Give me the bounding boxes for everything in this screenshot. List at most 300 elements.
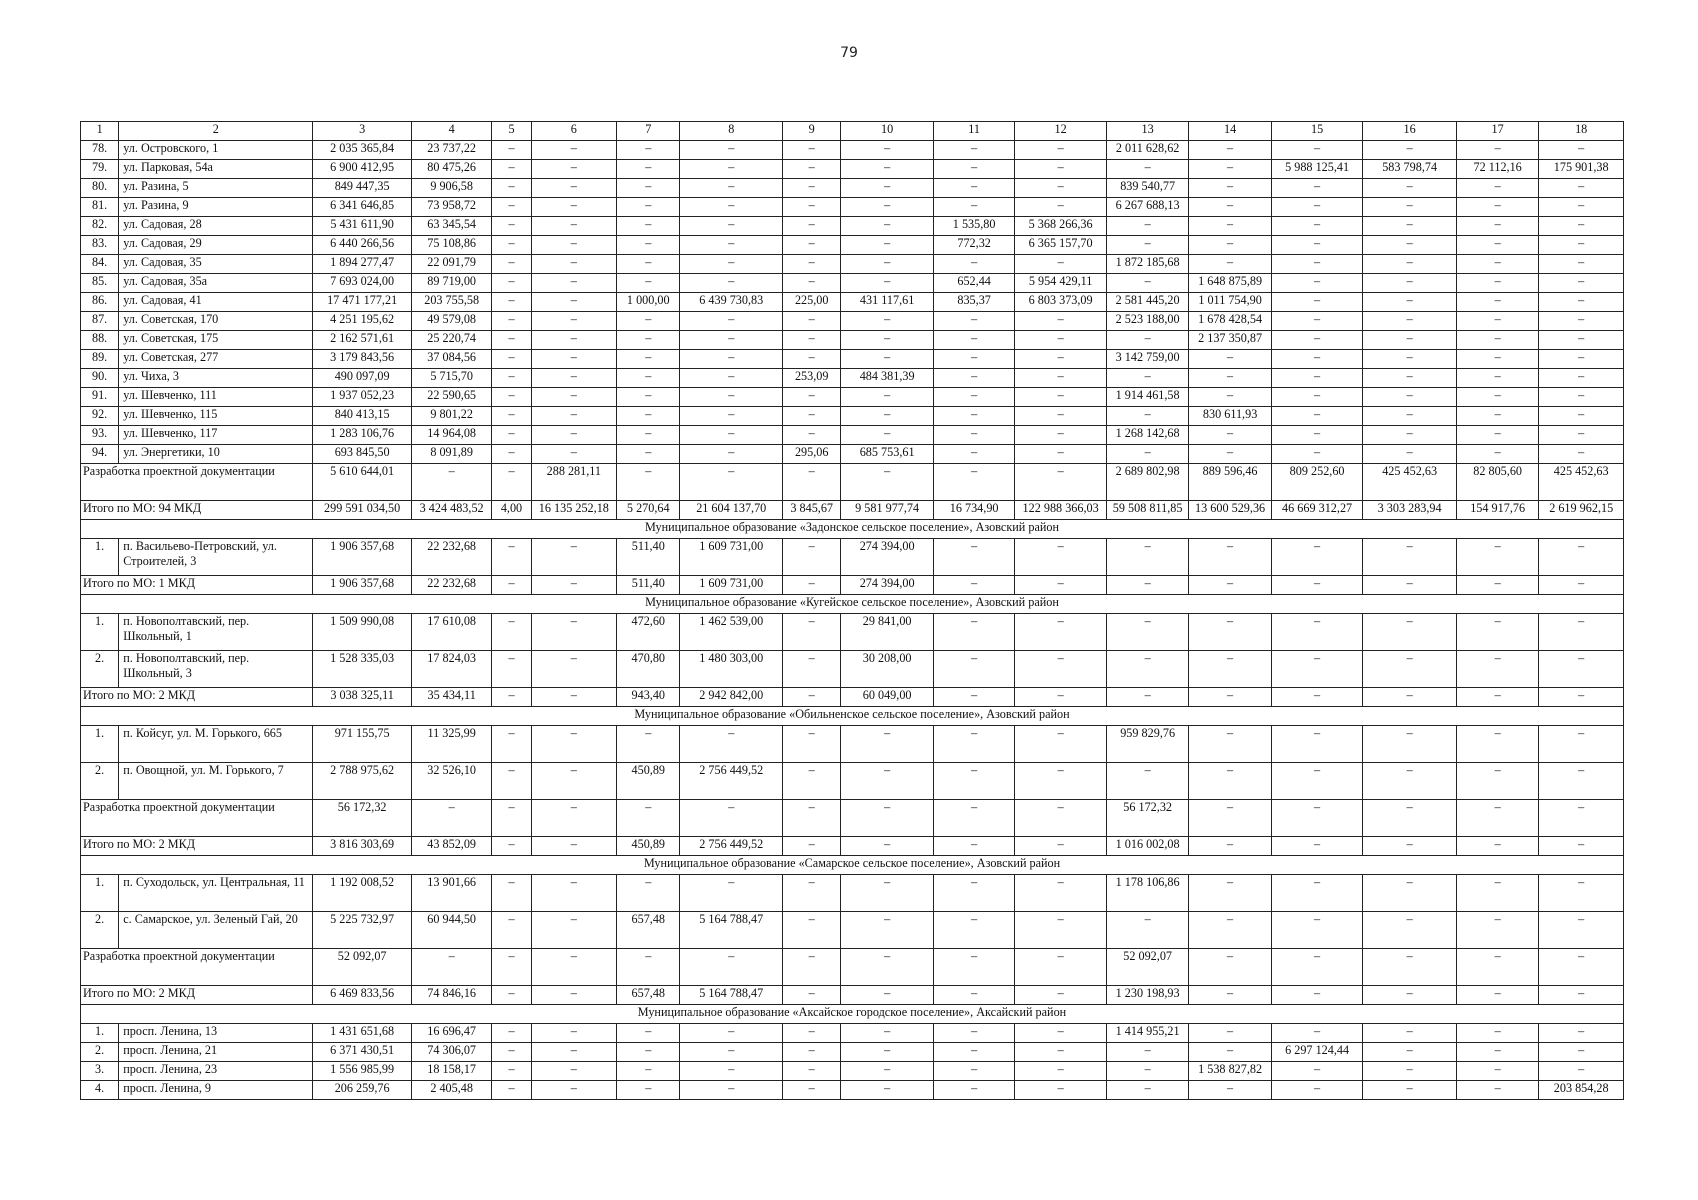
value-cell: – [1363, 274, 1457, 293]
value-cell: – [1271, 651, 1363, 688]
value-cell: – [680, 198, 783, 217]
row-number: 94. [81, 445, 119, 464]
value-cell: – [1456, 763, 1538, 800]
value-cell: 889 596,46 [1189, 464, 1271, 501]
value-cell: 17 610,08 [411, 614, 491, 651]
value-cell: 2 581 445,20 [1106, 293, 1188, 312]
value-cell: – [617, 312, 680, 331]
value-cell: 1 016 002,08 [1106, 837, 1188, 856]
total-label: Итого по МО: 2 МКД [81, 688, 313, 707]
table-row [81, 614, 1624, 651]
value-cell: – [1271, 800, 1363, 837]
value-cell: – [1189, 651, 1271, 688]
value-cell: 22 091,79 [411, 255, 491, 274]
address-cell: ул. Разина, 5 [119, 179, 313, 198]
design-docs-label: Разработка проектной документации [81, 949, 313, 986]
value-cell: – [1189, 912, 1271, 949]
value-cell: – [841, 1062, 934, 1081]
value-cell: – [1539, 350, 1624, 369]
value-cell: – [1271, 255, 1363, 274]
value-cell: 2 523 188,00 [1106, 312, 1188, 331]
value-cell: – [1363, 726, 1457, 763]
value-cell: – [1189, 539, 1271, 576]
value-cell: 22 590,65 [411, 388, 491, 407]
value-cell: – [1363, 331, 1457, 350]
value-cell: – [531, 160, 616, 179]
value-cell: – [1271, 763, 1363, 800]
value-cell: – [617, 407, 680, 426]
value-cell: – [1189, 255, 1271, 274]
value-cell: – [1363, 217, 1457, 236]
value-cell: – [492, 293, 531, 312]
value-cell: – [1456, 293, 1538, 312]
value-cell: 203 755,58 [411, 293, 491, 312]
value-cell: – [1539, 293, 1624, 312]
address-cell: ул. Островского, 1 [119, 141, 313, 160]
value-cell: – [933, 763, 1014, 800]
row-number: 1. [81, 875, 119, 912]
value-cell: – [783, 141, 841, 160]
value-cell: – [1271, 274, 1363, 293]
value-cell: – [1015, 1062, 1107, 1081]
value-cell: – [933, 949, 1014, 986]
column-header: 14 [1189, 122, 1271, 141]
value-cell: – [1363, 369, 1457, 388]
value-cell: – [841, 331, 934, 350]
value-cell: 203 854,28 [1539, 1081, 1624, 1100]
value-cell: – [1539, 875, 1624, 912]
value-cell: – [680, 274, 783, 293]
value-cell: – [680, 312, 783, 331]
value-cell: – [531, 912, 616, 949]
value-cell: – [680, 1024, 783, 1043]
value-cell: – [783, 763, 841, 800]
value-cell: – [841, 1043, 934, 1062]
value-cell: – [783, 986, 841, 1005]
value-cell: 1 906 357,68 [313, 576, 412, 595]
value-cell: – [1363, 407, 1457, 426]
value-cell: – [1363, 350, 1457, 369]
value-cell: – [1271, 837, 1363, 856]
row-number: 81. [81, 198, 119, 217]
value-cell: – [1106, 651, 1188, 688]
table-row [81, 1043, 1624, 1062]
value-cell: – [933, 800, 1014, 837]
data-table [80, 121, 1624, 1100]
value-cell: 5 610 644,01 [313, 464, 412, 501]
value-cell: – [680, 350, 783, 369]
address-cell: ул. Советская, 170 [119, 312, 313, 331]
value-cell: – [1106, 236, 1188, 255]
value-cell: 3 424 483,52 [411, 501, 491, 520]
value-cell: – [1363, 1043, 1457, 1062]
value-cell: – [933, 1081, 1014, 1100]
row-number: 79. [81, 160, 119, 179]
value-cell: – [783, 236, 841, 255]
value-cell: – [841, 236, 934, 255]
value-cell: – [783, 688, 841, 707]
value-cell: – [933, 837, 1014, 856]
address-cell: просп. Ленина, 9 [119, 1081, 313, 1100]
value-cell: 840 413,15 [313, 407, 412, 426]
value-cell: – [1015, 464, 1107, 501]
value-cell: – [1456, 331, 1538, 350]
value-cell: 425 452,63 [1539, 464, 1624, 501]
value-cell: 35 434,11 [411, 688, 491, 707]
value-cell: 21 604 137,70 [680, 501, 783, 520]
value-cell: – [492, 312, 531, 331]
value-cell: – [492, 141, 531, 160]
value-cell: 1 000,00 [617, 293, 680, 312]
value-cell: 6 900 412,95 [313, 160, 412, 179]
total-row [81, 986, 1624, 1005]
value-cell: – [1015, 539, 1107, 576]
value-cell: 52 092,07 [313, 949, 412, 986]
value-cell: – [1189, 576, 1271, 595]
value-cell: – [1189, 875, 1271, 912]
section-title: Муниципальное образование «Аксайское городское поселение», Аксайский район [81, 1005, 1624, 1024]
table-row [81, 369, 1624, 388]
value-cell: – [492, 576, 531, 595]
value-cell: – [1456, 350, 1538, 369]
value-cell: 1 192 008,52 [313, 875, 412, 912]
table-row [81, 255, 1624, 274]
value-cell: – [783, 1062, 841, 1081]
value-cell: 274 394,00 [841, 576, 934, 595]
value-cell: – [841, 464, 934, 501]
value-cell: – [1271, 726, 1363, 763]
value-cell: – [492, 688, 531, 707]
value-cell: – [680, 875, 783, 912]
value-cell: – [1539, 800, 1624, 837]
value-cell: – [531, 236, 616, 255]
section-header-row [81, 595, 1624, 614]
value-cell: – [933, 426, 1014, 445]
value-cell: 1 528 335,03 [313, 651, 412, 688]
value-cell: – [1539, 312, 1624, 331]
row-number: 1. [81, 539, 119, 576]
value-cell: – [1539, 688, 1624, 707]
value-cell: – [1539, 986, 1624, 1005]
value-cell: – [1456, 198, 1538, 217]
value-cell: – [617, 1062, 680, 1081]
value-cell: – [1539, 1043, 1624, 1062]
value-cell: – [531, 369, 616, 388]
total-row [81, 688, 1624, 707]
value-cell: – [531, 312, 616, 331]
value-cell: 5 715,70 [411, 369, 491, 388]
value-cell: – [1271, 1024, 1363, 1043]
value-cell: – [1271, 445, 1363, 464]
address-cell: ул. Советская, 175 [119, 331, 313, 350]
value-cell: 16 734,90 [933, 501, 1014, 520]
value-cell: – [680, 949, 783, 986]
value-cell: – [933, 331, 1014, 350]
value-cell: – [1015, 198, 1107, 217]
value-cell: – [1539, 426, 1624, 445]
value-cell: 11 325,99 [411, 726, 491, 763]
row-number: 2. [81, 1043, 119, 1062]
value-cell: 9 801,22 [411, 407, 491, 426]
value-cell: – [783, 274, 841, 293]
value-cell: – [492, 236, 531, 255]
value-cell: – [1106, 614, 1188, 651]
value-cell: – [1456, 407, 1538, 426]
value-cell: 971 155,75 [313, 726, 412, 763]
value-cell: – [680, 217, 783, 236]
value-cell: – [933, 539, 1014, 576]
value-cell: 288 281,11 [531, 464, 616, 501]
value-cell: – [783, 350, 841, 369]
value-cell: 657,48 [617, 986, 680, 1005]
value-cell: 9 906,58 [411, 179, 491, 198]
total-label: Итого по МО: 94 МКД [81, 501, 313, 520]
value-cell: 22 232,68 [411, 539, 491, 576]
value-cell: 37 084,56 [411, 350, 491, 369]
value-cell: – [783, 217, 841, 236]
table-row [81, 350, 1624, 369]
value-cell: – [1106, 160, 1188, 179]
value-cell: 6 469 833,56 [313, 986, 412, 1005]
value-cell: 2 689 802,98 [1106, 464, 1188, 501]
value-cell: 5 431 611,90 [313, 217, 412, 236]
value-cell: – [1106, 407, 1188, 426]
value-cell: – [1539, 369, 1624, 388]
value-cell: – [531, 445, 616, 464]
address-cell: п. Овощной, ул. М. Горького, 7 [119, 763, 313, 800]
value-cell: – [1189, 160, 1271, 179]
value-cell: – [1456, 949, 1538, 986]
value-cell: – [492, 1043, 531, 1062]
value-cell: – [1271, 236, 1363, 255]
value-cell: – [1363, 800, 1457, 837]
section-title: Муниципальное образование «Задонское сельское поселение», Азовский район [81, 520, 1624, 539]
value-cell: – [1015, 407, 1107, 426]
value-cell: – [1271, 614, 1363, 651]
column-header: 11 [933, 122, 1014, 141]
value-cell: 1 230 198,93 [1106, 986, 1188, 1005]
value-cell: – [1456, 217, 1538, 236]
value-cell: 1 906 357,68 [313, 539, 412, 576]
value-cell: – [492, 651, 531, 688]
value-cell: – [841, 198, 934, 217]
value-cell: – [1456, 179, 1538, 198]
value-cell: – [617, 388, 680, 407]
value-cell: – [617, 160, 680, 179]
value-cell: – [617, 217, 680, 236]
value-cell: – [783, 1024, 841, 1043]
value-cell: – [1271, 949, 1363, 986]
value-cell: 46 669 312,27 [1271, 501, 1363, 520]
value-cell: – [1106, 576, 1188, 595]
table-row [81, 912, 1624, 949]
column-header: 10 [841, 122, 934, 141]
value-cell: – [1189, 445, 1271, 464]
value-cell: – [1456, 1062, 1538, 1081]
design-docs-row [81, 464, 1624, 501]
value-cell: – [1363, 236, 1457, 255]
value-cell: – [680, 464, 783, 501]
value-cell: – [933, 350, 1014, 369]
value-cell: – [783, 179, 841, 198]
column-header: 4 [411, 122, 491, 141]
address-cell: ул. Садовая, 28 [119, 217, 313, 236]
address-cell: ул. Советская, 277 [119, 350, 313, 369]
value-cell: – [783, 312, 841, 331]
value-cell: 1 480 303,00 [680, 651, 783, 688]
value-cell: – [1015, 1024, 1107, 1043]
value-cell: 2 405,48 [411, 1081, 491, 1100]
value-cell: – [841, 949, 934, 986]
value-cell: – [680, 369, 783, 388]
value-cell: – [1015, 949, 1107, 986]
value-cell: 2 035 365,84 [313, 141, 412, 160]
value-cell: – [492, 274, 531, 293]
value-cell: – [531, 179, 616, 198]
value-cell: – [492, 369, 531, 388]
value-cell: – [933, 312, 1014, 331]
row-number: 84. [81, 255, 119, 274]
value-cell: 2 788 975,62 [313, 763, 412, 800]
value-cell: – [1539, 912, 1624, 949]
value-cell: 43 852,09 [411, 837, 491, 856]
value-cell: 23 737,22 [411, 141, 491, 160]
value-cell: – [492, 763, 531, 800]
value-cell: – [933, 1062, 1014, 1081]
value-cell: – [1539, 1062, 1624, 1081]
value-cell: – [841, 388, 934, 407]
value-cell: – [1271, 688, 1363, 707]
value-cell: – [841, 726, 934, 763]
value-cell: – [492, 198, 531, 217]
table-row [81, 274, 1624, 293]
value-cell: 299 591 034,50 [313, 501, 412, 520]
row-number: 89. [81, 350, 119, 369]
value-cell: – [531, 763, 616, 800]
value-cell: – [1363, 293, 1457, 312]
value-cell: – [1539, 763, 1624, 800]
value-cell: – [531, 293, 616, 312]
value-cell: – [1189, 614, 1271, 651]
value-cell: – [492, 726, 531, 763]
value-cell: 830 611,93 [1189, 407, 1271, 426]
value-cell: – [492, 464, 531, 501]
value-cell: – [783, 875, 841, 912]
value-cell: 17 471 177,21 [313, 293, 412, 312]
value-cell: – [411, 800, 491, 837]
value-cell: 3 179 843,56 [313, 350, 412, 369]
header-row [81, 122, 1624, 141]
value-cell: – [531, 837, 616, 856]
value-cell: – [617, 445, 680, 464]
value-cell: – [841, 217, 934, 236]
address-cell: п. Новополтавский, пер. Школьный, 3 [119, 651, 313, 688]
table-row [81, 875, 1624, 912]
section-title: Муниципальное образование «Кугейское сельское поселение», Азовский район [81, 595, 1624, 614]
column-header: 15 [1271, 122, 1363, 141]
value-cell: – [1539, 141, 1624, 160]
value-cell: – [492, 949, 531, 986]
value-cell: 772,32 [933, 236, 1014, 255]
value-cell: 73 958,72 [411, 198, 491, 217]
value-cell: – [1015, 837, 1107, 856]
row-number: 2. [81, 763, 119, 800]
value-cell: – [841, 800, 934, 837]
value-cell: – [617, 331, 680, 350]
value-cell: 295,06 [783, 445, 841, 464]
total-row [81, 576, 1624, 595]
value-cell: 1 872 185,68 [1106, 255, 1188, 274]
section-header-row [81, 856, 1624, 875]
address-cell: п. Васильево-Петровский, ул. Строителей, 3 [119, 539, 313, 576]
value-cell: 583 798,74 [1363, 160, 1457, 179]
value-cell: 49 579,08 [411, 312, 491, 331]
value-cell: – [1015, 426, 1107, 445]
value-cell: – [1456, 388, 1538, 407]
value-cell: – [680, 726, 783, 763]
value-cell: 4 251 195,62 [313, 312, 412, 331]
value-cell: 450,89 [617, 837, 680, 856]
address-cell: ул. Шевченко, 115 [119, 407, 313, 426]
value-cell: – [531, 255, 616, 274]
value-cell: 32 526,10 [411, 763, 491, 800]
value-cell: 1 894 277,47 [313, 255, 412, 274]
value-cell: – [1189, 236, 1271, 255]
value-cell: 63 345,54 [411, 217, 491, 236]
value-cell: – [1015, 1081, 1107, 1100]
value-cell: 52 092,07 [1106, 949, 1188, 986]
value-cell: – [783, 726, 841, 763]
table-row [81, 407, 1624, 426]
row-number: 1. [81, 614, 119, 651]
value-cell: – [411, 464, 491, 501]
value-cell: – [531, 875, 616, 912]
value-cell: – [1363, 445, 1457, 464]
value-cell: 6 439 730,83 [680, 293, 783, 312]
value-cell: – [1456, 312, 1538, 331]
value-cell: – [617, 236, 680, 255]
value-cell: 7 693 024,00 [313, 274, 412, 293]
value-cell: – [1456, 688, 1538, 707]
value-cell: – [1539, 576, 1624, 595]
value-cell: – [531, 688, 616, 707]
row-number: 86. [81, 293, 119, 312]
value-cell: – [680, 1062, 783, 1081]
value-cell: – [617, 141, 680, 160]
row-number: 2. [81, 651, 119, 688]
value-cell: – [783, 464, 841, 501]
value-cell: – [531, 614, 616, 651]
value-cell: 5 368 266,36 [1015, 217, 1107, 236]
table-row [81, 1081, 1624, 1100]
value-cell: – [1106, 445, 1188, 464]
address-cell: просп. Ленина, 23 [119, 1062, 313, 1081]
table-row [81, 1062, 1624, 1081]
row-number: 85. [81, 274, 119, 293]
column-header: 13 [1106, 122, 1188, 141]
address-cell: ул. Чиха, 3 [119, 369, 313, 388]
value-cell: – [1271, 198, 1363, 217]
value-cell: 1 462 539,00 [680, 614, 783, 651]
value-cell: 959 829,76 [1106, 726, 1188, 763]
section-header-row [81, 520, 1624, 539]
row-number: 92. [81, 407, 119, 426]
table-row [81, 141, 1624, 160]
value-cell: – [1271, 1062, 1363, 1081]
value-cell: – [783, 1081, 841, 1100]
value-cell: – [841, 312, 934, 331]
column-header: 3 [313, 122, 412, 141]
